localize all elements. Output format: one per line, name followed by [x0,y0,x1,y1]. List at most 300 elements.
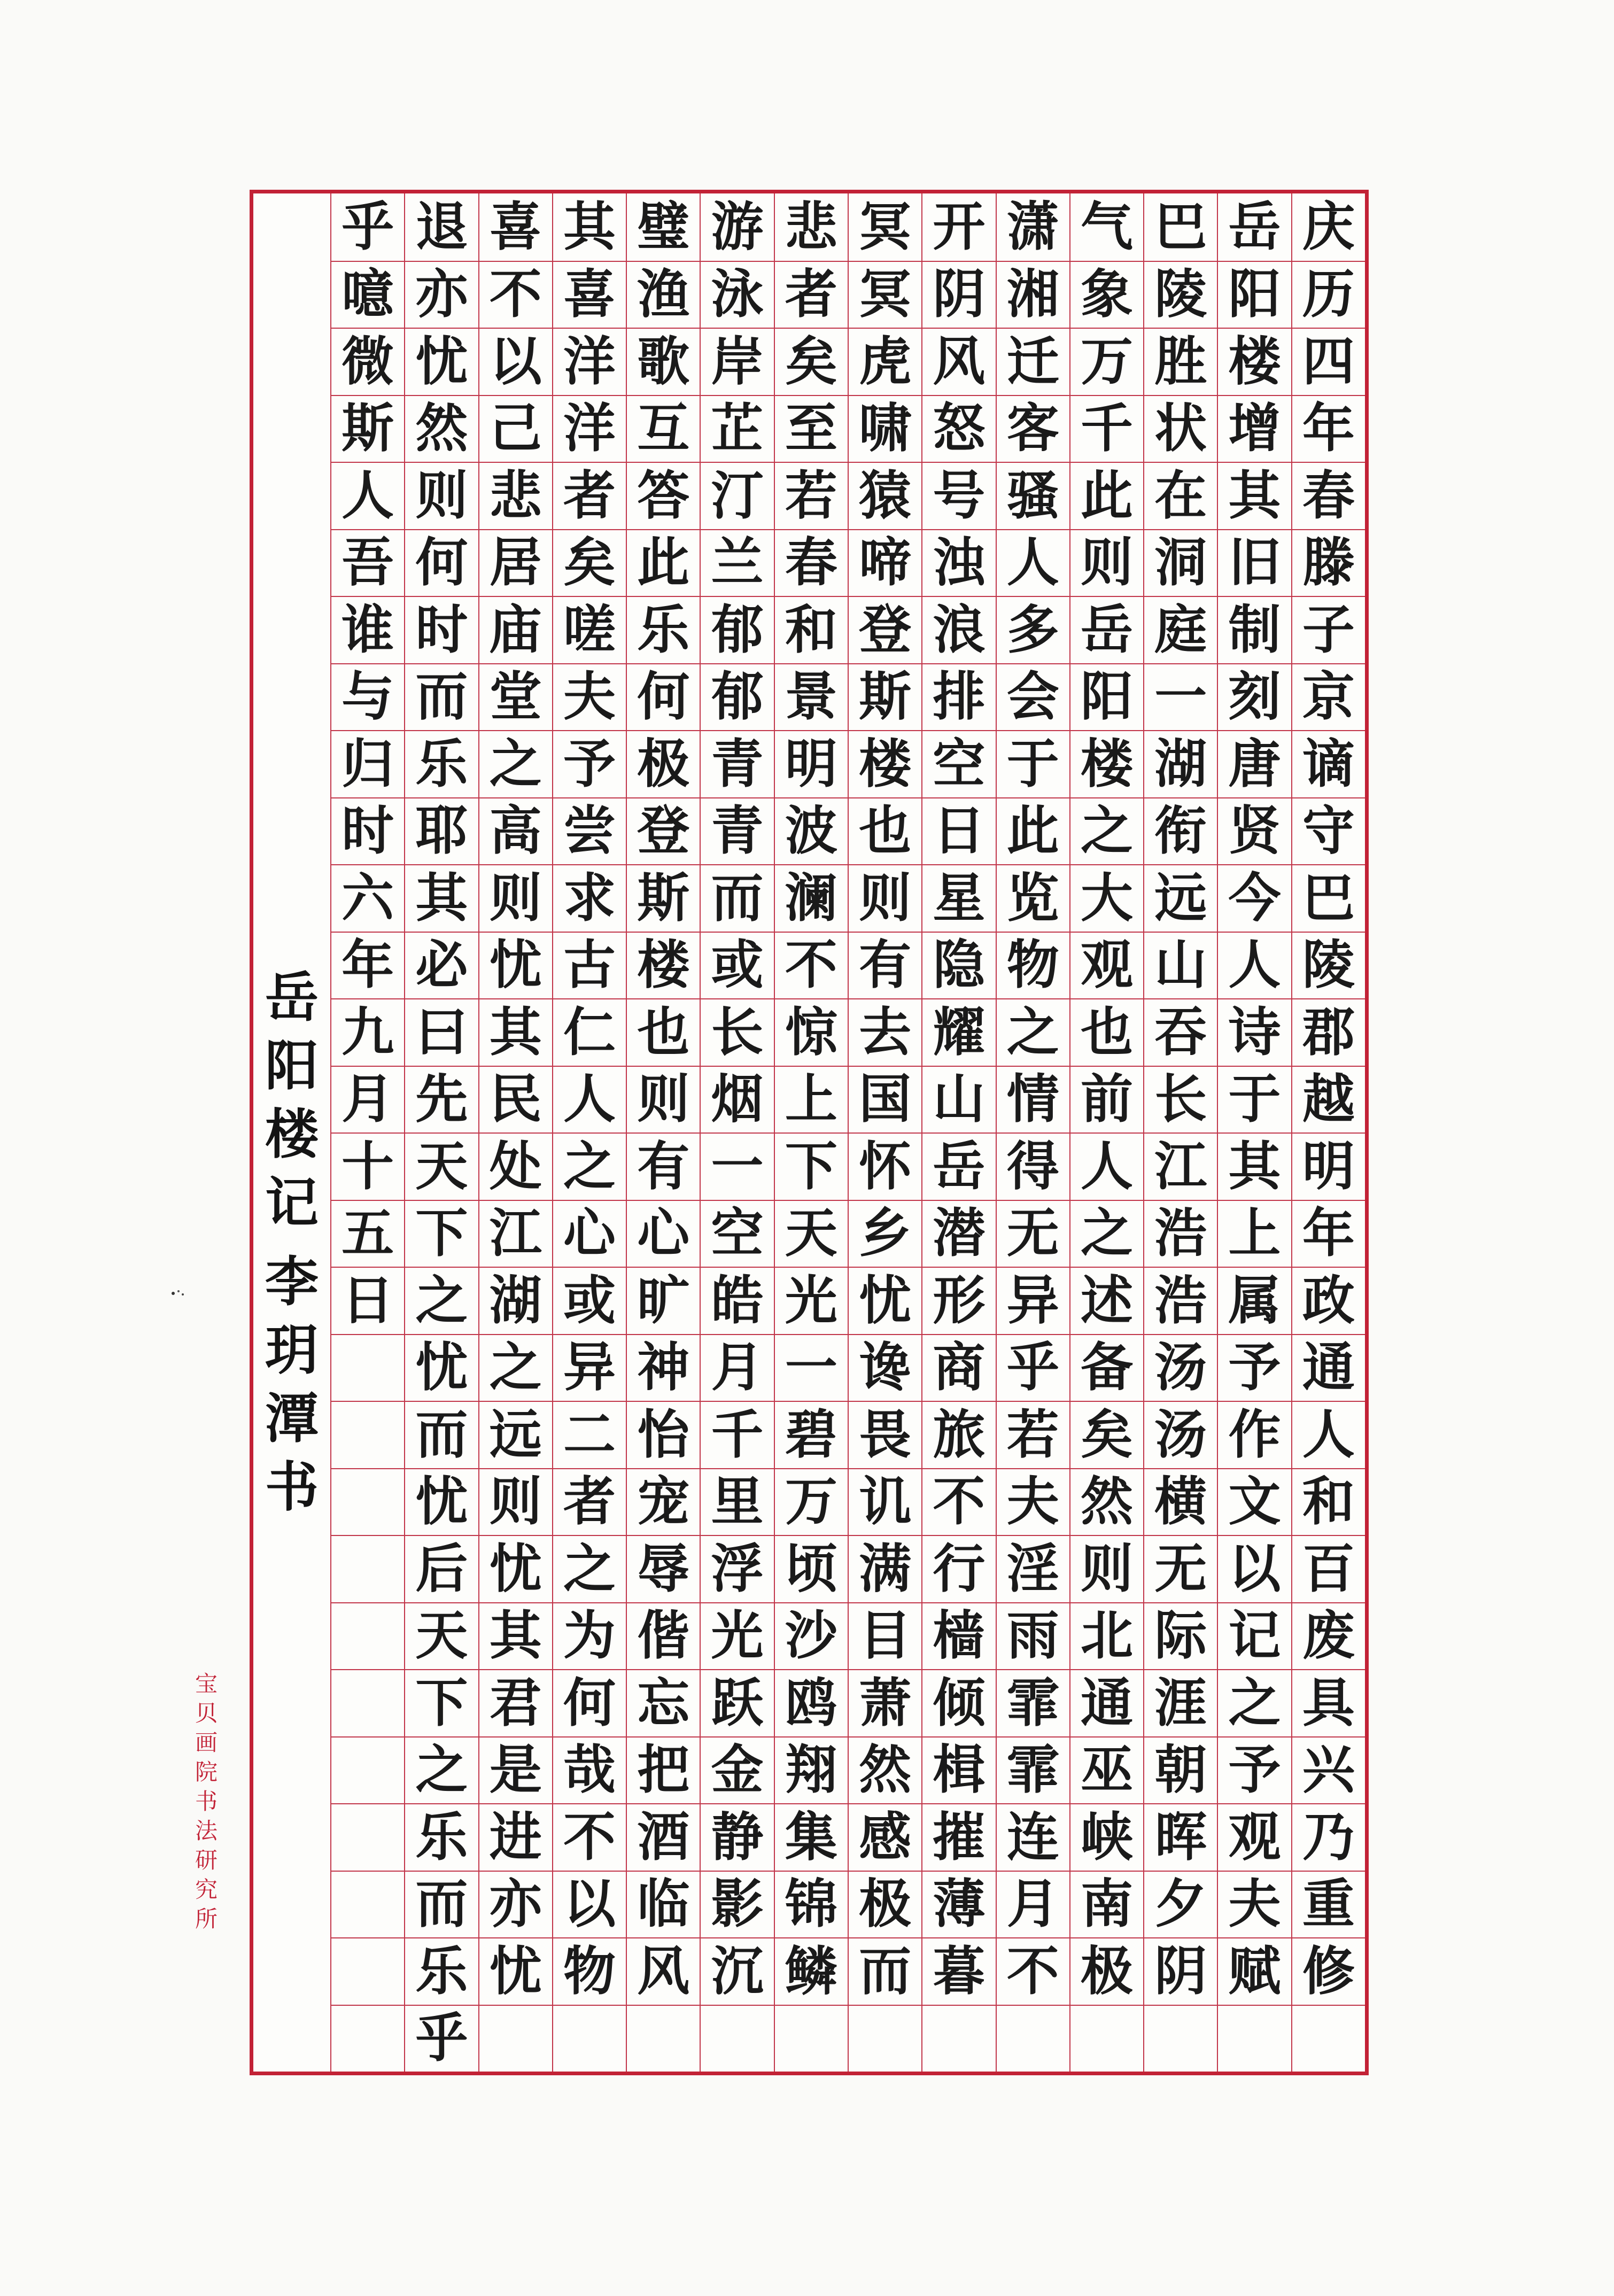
grid-cell: 其 [479,1602,552,1670]
grid-cell [331,1602,404,1670]
grid-cell: 仁 [553,998,626,1066]
grid-cell: 酒 [627,1803,700,1871]
grid-cell: 人 [997,529,1069,596]
seal-char: 法 [195,1818,218,1844]
seal-char: 研 [195,1847,218,1873]
grid-cell: 山 [922,1066,995,1133]
grid-cell [997,2005,1069,2072]
title-char: 记 [265,1171,319,1234]
grid-cell: 会 [997,663,1069,731]
title-char: 玥 [265,1318,319,1382]
grid-cell: 江 [479,1200,552,1267]
grid-cell: 乐 [405,730,478,797]
grid-cell: 巴 [1154,196,1207,258]
grid-cell: 此 [627,529,700,596]
grid-cell: 长 [701,998,773,1066]
grid-cell: 胜 [1144,328,1217,395]
grid-cell: 备 [1070,1334,1143,1401]
grid-cell: 天 [405,1602,478,1670]
title-char: 阳 [265,1034,319,1097]
grid-cell: 之 [405,1267,478,1334]
grid-cell: 春 [1292,462,1365,529]
grid-cell: 何 [553,1669,626,1736]
grid-cell: 乎 [405,2005,478,2072]
grid-cell: 忧 [405,1468,478,1535]
grid-cell: 不 [479,261,552,328]
grid-cell: 斯 [627,864,700,932]
grid-cell: 夕 [1144,1871,1217,1938]
grid-cell: 其 [1218,462,1291,529]
grid-cell: 而 [405,1401,478,1468]
grid-cell: 人 [553,1066,626,1133]
grid-cell: 情 [997,1066,1069,1133]
grid-cell: 谁 [331,596,404,663]
grid-cell: 年 [331,932,404,999]
grid-cell: 以 [553,1871,626,1938]
grid-cell: 摧 [922,1803,995,1871]
grid-cell: 啸 [849,395,921,462]
grid-cell: 尝 [553,797,626,865]
grid-cell: 予 [1218,1736,1291,1804]
grid-cell: 忧 [479,1535,552,1602]
grid-cell [331,1803,404,1871]
grid-cell: 者 [775,261,848,328]
grid-cell: 光 [701,1602,773,1670]
grid-cell: 夫 [997,1468,1069,1535]
grid-cell: 庆 [1302,196,1355,258]
grid-cell: 日 [922,797,995,865]
grid-cell: 子 [1292,596,1365,663]
grid-cell: 骚 [997,462,1069,529]
grid-cell [701,2005,773,2072]
grid-cell: 予 [1218,1334,1291,1401]
grid-cell: 而 [405,663,478,731]
grid-cell: 旧 [1218,529,1291,596]
grid-cell: 神 [627,1334,700,1401]
grid-cell: 君 [479,1669,552,1736]
text-column [1217,193,1291,2072]
grid-cell: 其 [1218,1133,1291,1200]
grid-cell: 之 [1218,1669,1291,1736]
grid-cell: 倾 [922,1669,995,1736]
grid-cell: 然 [849,1736,921,1804]
grid-cell: 阳 [1070,663,1143,731]
grid-cell: 长 [1144,1066,1217,1133]
grid-cell: 耶 [405,797,478,865]
grid-cell: 予 [553,730,626,797]
grid-cell: 金 [701,1736,773,1804]
grid-cell: 啼 [849,529,921,596]
grid-cell: 峡 [1070,1803,1143,1871]
grid-cell: 一 [701,1133,773,1200]
text-column [996,193,1069,2072]
grid-cell: 旷 [627,1267,700,1334]
grid-cell: 耀 [922,998,995,1066]
grid-cell: 喜 [553,261,626,328]
grid-cell: 心 [627,1200,700,1267]
grid-cell: 极 [627,730,700,797]
grid-cell: 皓 [701,1267,773,1334]
grid-cell: 修 [1292,1937,1365,2005]
grid-cell: 朝 [1144,1736,1217,1804]
text-column [626,193,700,2072]
grid-cell: 月 [701,1334,773,1401]
grid-cell: 怒 [922,395,995,462]
grid-cell: 大 [1070,864,1143,932]
text-column [404,193,478,2072]
grid-cell: 辱 [627,1535,700,1602]
seal-char: 所 [195,1906,218,1932]
grid-cell: 以 [479,328,552,395]
grid-cell [331,1736,404,1804]
grid-cell [331,1401,404,1468]
grid-cell: 澜 [775,864,848,932]
grid-cell: 郁 [701,663,773,731]
grid-cell: 宠 [627,1468,700,1535]
grid-cell: 于 [1218,1066,1291,1133]
grid-cell: 浩 [1144,1200,1217,1267]
grid-cell [331,1334,404,1401]
grid-cell [553,2005,626,2072]
grid-cell [331,2005,404,2072]
grid-cell: 也 [1070,998,1143,1066]
grid-cell: 兴 [1292,1736,1365,1804]
grid-cell: 观 [1218,1803,1291,1871]
text-column [1143,193,1217,2072]
grid-cell: 虎 [849,328,921,395]
grid-cell: 得 [997,1133,1069,1200]
grid-cell: 开 [933,196,986,258]
grid-cell: 高 [479,797,552,865]
grid-cell: 浊 [922,529,995,596]
title-char: 岳 [265,966,319,1029]
grid-cell: 万 [775,1468,848,1535]
grid-cell [331,1468,404,1535]
grid-cell: 山 [1144,932,1217,999]
grid-cell: 顷 [775,1535,848,1602]
grid-cell: 排 [922,663,995,731]
grid-cell: 忧 [479,932,552,999]
grid-cell: 多 [997,596,1069,663]
grid-cell: 连 [997,1803,1069,1871]
grid-cell: 衔 [1144,797,1217,865]
grid-cell: 进 [479,1803,552,1871]
seal-char: 画 [195,1729,218,1756]
grid-cell: 冥 [859,196,912,258]
grid-cell: 岳 [1228,196,1281,258]
grid-cell [479,2005,552,2072]
grid-cell: 民 [479,1066,552,1133]
grid-cell: 之 [553,1133,626,1200]
grid-cell: 则 [627,1066,700,1133]
grid-cell: 碧 [775,1401,848,1468]
grid-cell: 越 [1292,1066,1365,1133]
grid-cell: 洋 [553,395,626,462]
grid-cell: 噫 [331,261,404,328]
grid-cell: 状 [1144,395,1217,462]
grid-cell: 然 [405,395,478,462]
grid-cell: 天 [775,1200,848,1267]
grid-cell: 乡 [849,1200,921,1267]
grid-cell: 政 [1292,1267,1365,1334]
title-char: 潭 [265,1387,319,1450]
grid-cell: 楼 [627,932,700,999]
text-column [1069,193,1143,2072]
grid-cell: 今 [1218,864,1291,932]
grid-cell: 阴 [922,261,995,328]
grid-cell: 极 [849,1871,921,1938]
title-char: 楼 [265,1103,319,1166]
grid-cell: 而 [405,1871,478,1938]
grid-cell: 汤 [1144,1334,1217,1401]
grid-cell: 乎 [342,196,394,258]
grid-cell: 空 [922,730,995,797]
grid-cell: 岸 [701,328,773,395]
grid-cell: 此 [997,797,1069,865]
grid-cell: 洞 [1144,529,1217,596]
grid-cell: 里 [701,1468,773,1535]
grid-cell: 五 [331,1200,404,1267]
grid-cell: 废 [1292,1602,1365,1670]
grid-cell: 迁 [997,328,1069,395]
grid-cell: 九 [331,998,404,1066]
grid-cell: 之 [405,1736,478,1804]
grid-cell: 然 [1070,1468,1143,1535]
grid-cell: 集 [775,1803,848,1871]
grid-cell: 刻 [1218,663,1291,731]
grid-cell: 泳 [701,261,773,328]
text-column [921,193,995,2072]
grid-cell: 明 [775,730,848,797]
grid-cell: 去 [849,998,921,1066]
grid-cell: 象 [1070,261,1143,328]
grid-cell: 远 [479,1401,552,1468]
grid-cell: 亦 [405,261,478,328]
grid-cell: 霏 [997,1669,1069,1736]
grid-cell: 哉 [553,1736,626,1804]
grid-cell: 波 [775,797,848,865]
grid-cell: 曰 [405,998,478,1066]
grid-cell: 夫 [1218,1871,1291,1938]
grid-cell: 矣 [1070,1401,1143,1468]
grid-cell: 必 [405,932,478,999]
grid-cell: 月 [331,1066,404,1133]
grid-cell: 樯 [922,1602,995,1670]
grid-cell: 时 [331,797,404,865]
grid-cell: 有 [849,932,921,999]
grid-cell: 岳 [1070,596,1143,663]
grid-cell: 何 [627,663,700,731]
grid-cell: 而 [849,1937,921,2005]
grid-cell: 远 [1144,864,1217,932]
grid-cell: 或 [701,932,773,999]
grid-cell: 时 [405,596,478,663]
text-column [330,193,404,2072]
grid-cell: 通 [1292,1334,1365,1401]
title-char: 书 [265,1455,319,1518]
grid-cell: 悲 [785,196,837,258]
grid-cell: 之 [1070,1200,1143,1267]
seal-char: 究 [195,1876,218,1903]
grid-cell: 之 [479,730,552,797]
grid-cell: 若 [997,1401,1069,1468]
grid-cell: 青 [701,730,773,797]
text-column [774,193,848,2072]
grid-cell: 风 [922,328,995,395]
grid-cell: 览 [997,864,1069,932]
grid-cell: 楼 [1070,730,1143,797]
grid-cell: 薄 [922,1871,995,1938]
title-divider [330,193,331,2072]
grid-cell: 陵 [1144,261,1217,328]
grid-cell: 潇 [1006,196,1059,258]
grid-cell: 微 [331,328,404,395]
grid-cell: 求 [553,864,626,932]
grid-cell: 畏 [849,1401,921,1468]
grid-cell: 感 [849,1803,921,1871]
grid-cell: 年 [1292,395,1365,462]
grid-cell: 诗 [1218,998,1291,1066]
grid-cell: 不 [553,1803,626,1871]
grid-cell: 巫 [1070,1736,1143,1804]
grid-cell: 萧 [849,1669,921,1736]
grid-cell: 忧 [405,1334,478,1401]
grid-cell: 则 [479,1468,552,1535]
grid-cell: 文 [1218,1468,1291,1535]
grid-cell: 和 [775,596,848,663]
grid-cell: 之 [997,998,1069,1066]
grid-cell: 和 [1292,1468,1365,1535]
grid-cell: 在 [1144,462,1217,529]
grid-cell: 重 [1292,1871,1365,1938]
grid-cell: 矣 [775,328,848,395]
grid-cell: 淫 [997,1535,1069,1602]
grid-cell: 后 [405,1535,478,1602]
grid-cell: 京 [1292,663,1365,731]
grid-cell: 际 [1144,1602,1217,1670]
grid-cell: 行 [922,1535,995,1602]
grid-cell: 忧 [405,328,478,395]
grid-cell: 夫 [553,663,626,731]
grid-cell: 之 [553,1535,626,1602]
grid-cell: 静 [701,1803,773,1871]
grid-cell: 万 [1070,328,1143,395]
grid-cell: 其 [479,998,552,1066]
grid-cell: 而 [701,864,773,932]
grid-cell [331,1669,404,1736]
grid-cell: 吞 [1144,998,1217,1066]
grid-cell: 形 [922,1267,995,1334]
grid-cell: 为 [553,1602,626,1670]
grid-cell: 居 [479,529,552,596]
grid-cell: 巴 [1292,864,1365,932]
grid-cell: 潜 [922,1200,995,1267]
grid-cell: 历 [1292,261,1365,328]
text-column [1291,193,1365,2072]
grid-cell: 千 [1070,395,1143,462]
grid-cell: 异 [997,1267,1069,1334]
grid-cell: 阴 [1144,1937,1217,2005]
grid-cell: 冥 [849,261,921,328]
grid-cell: 横 [1144,1468,1217,1535]
grid-cell: 极 [1070,1937,1143,2005]
grid-cell: 楼 [849,730,921,797]
text-column [700,193,773,2072]
grid-cell: 前 [1070,1066,1143,1133]
grid-cell: 观 [1070,932,1143,999]
grid-cell: 此 [1070,462,1143,529]
grid-cell: 影 [701,1871,773,1938]
grid-cell: 属 [1218,1267,1291,1334]
grid-cell: 不 [997,1937,1069,2005]
grid-cell: 是 [479,1736,552,1804]
grid-cell: 明 [1292,1133,1365,1200]
grid-cell: 与 [331,663,404,731]
grid-cell: 十 [331,1133,404,1200]
grid-cell: 猿 [849,462,921,529]
grid-cell: 北 [1070,1602,1143,1670]
grid-cell: 光 [775,1267,848,1334]
grid-cell: 烟 [701,1066,773,1133]
text-column [552,193,626,2072]
grid-cell [922,2005,995,2072]
grid-cell: 何 [405,529,478,596]
grid-cell: 郁 [701,596,773,663]
grid-cell: 登 [627,797,700,865]
grid-cell: 则 [849,864,921,932]
grid-cell: 唐 [1218,730,1291,797]
grid-cell: 若 [775,462,848,529]
grid-cell: 述 [1070,1267,1143,1334]
grid-cell: 忘 [627,1669,700,1736]
grid-cell: 气 [1080,196,1133,258]
grid-cell: 具 [1292,1669,1365,1736]
grid-cell: 湘 [997,261,1069,328]
grid-cell: 月 [997,1871,1069,1938]
grid-cell: 阳 [1218,261,1291,328]
grid-cell: 也 [627,998,700,1066]
grid-cell: 之 [1070,797,1143,865]
grid-cell: 晖 [1144,1803,1217,1871]
grid-cell: 满 [849,1535,921,1602]
grid-cell: 矣 [553,529,626,596]
grid-cell: 乐 [405,1803,478,1871]
grid-cell: 谗 [849,1334,921,1401]
grid-cell: 空 [701,1200,773,1267]
grid-cell: 则 [405,462,478,529]
grid-cell: 答 [627,462,700,529]
grid-cell: 一 [1144,663,1217,731]
grid-cell: 游 [711,196,764,258]
grid-cell: 物 [997,932,1069,999]
grid-cell: 其 [405,864,478,932]
grid-cell: 乐 [405,1937,478,2005]
seal-char: 贝 [195,1700,218,1726]
grid-cell [1070,2005,1143,2072]
grid-cell: 沙 [775,1602,848,1670]
grid-cell: 登 [849,596,921,663]
grid-cell: 芷 [701,395,773,462]
stray-marks [170,1288,186,1299]
grid-cell: 雨 [997,1602,1069,1670]
grid-cell: 则 [1070,529,1143,596]
grid-cell: 亦 [479,1871,552,1938]
grid-cell: 湖 [479,1267,552,1334]
grid-cell [331,1535,404,1602]
grid-cell [331,1871,404,1938]
seal-char: 院 [195,1759,218,1785]
grid-cell: 不 [922,1468,995,1535]
